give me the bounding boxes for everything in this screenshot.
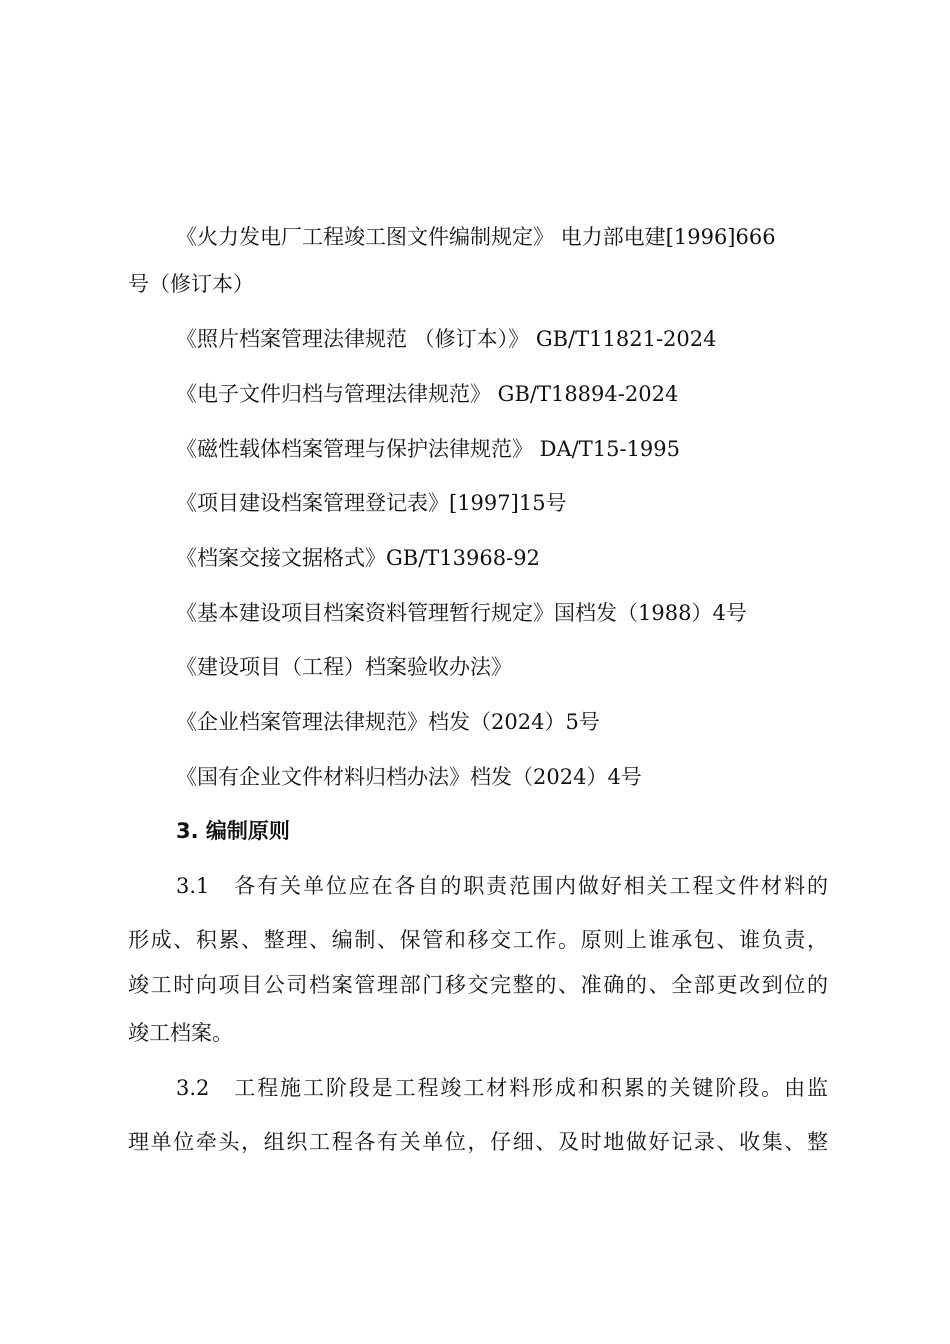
paragraph-3-2-line-2: 理单位牵头，组织工程各有关单位，仔细、及时地做好记录、收集、整 [128, 1130, 828, 1154]
section-heading: 3. 编制原则 [176, 819, 290, 843]
reference-item-6: 《档案交接文据格式》GB/T13968-92 [176, 546, 540, 570]
reference-item-4: 《磁性载体档案管理与保护法律规范》 DA/T15-1995 [176, 437, 681, 461]
reference-item-3: 《电子文件归档与管理法律规范》 GB/T18894-2024 [176, 382, 679, 406]
reference-item-10: 《国有企业文件材料归档办法》档发（2024）4号 [176, 765, 642, 789]
paragraph-3-1-line-1: 3.1 各有关单位应在各自的职责范围内做好相关工程文件材料的 [176, 874, 828, 898]
reference-item-9: 《企业档案管理法律规范》档发（2024）5号 [176, 710, 600, 734]
reference-item-8: 《建设项目（工程）档案验收办法》 [176, 655, 512, 679]
reference-item-1-line-1: 《火力发电厂工程竣工图文件编制规定》 电力部电建[1996]666 [176, 225, 776, 249]
reference-item-2: 《照片档案管理法律规范 （修订本）》 GB/T11821-2024 [176, 327, 717, 351]
reference-item-1-line-2: 号（修订本） [128, 272, 254, 296]
paragraph-3-1-line-2: 形成、积累、整理、编制、保管和移交工作。原则上谁承包、谁负责， [128, 928, 828, 952]
reference-item-5: 《项目建设档案管理登记表》[1997]15号 [176, 491, 567, 515]
paragraph-3-2-line-1: 3.2 工程施工阶段是工程竣工材料形成和积累的关键阶段。由监 [176, 1076, 828, 1100]
paragraph-3-1-line-3: 竣工时向项目公司档案管理部门移交完整的、准确的、全部更改到位的 [128, 973, 828, 997]
paragraph-3-1-line-4: 竣工档案。 [128, 1021, 233, 1045]
reference-item-7: 《基本建设项目档案资料管理暂行规定》国档发（1988）4号 [176, 601, 747, 625]
